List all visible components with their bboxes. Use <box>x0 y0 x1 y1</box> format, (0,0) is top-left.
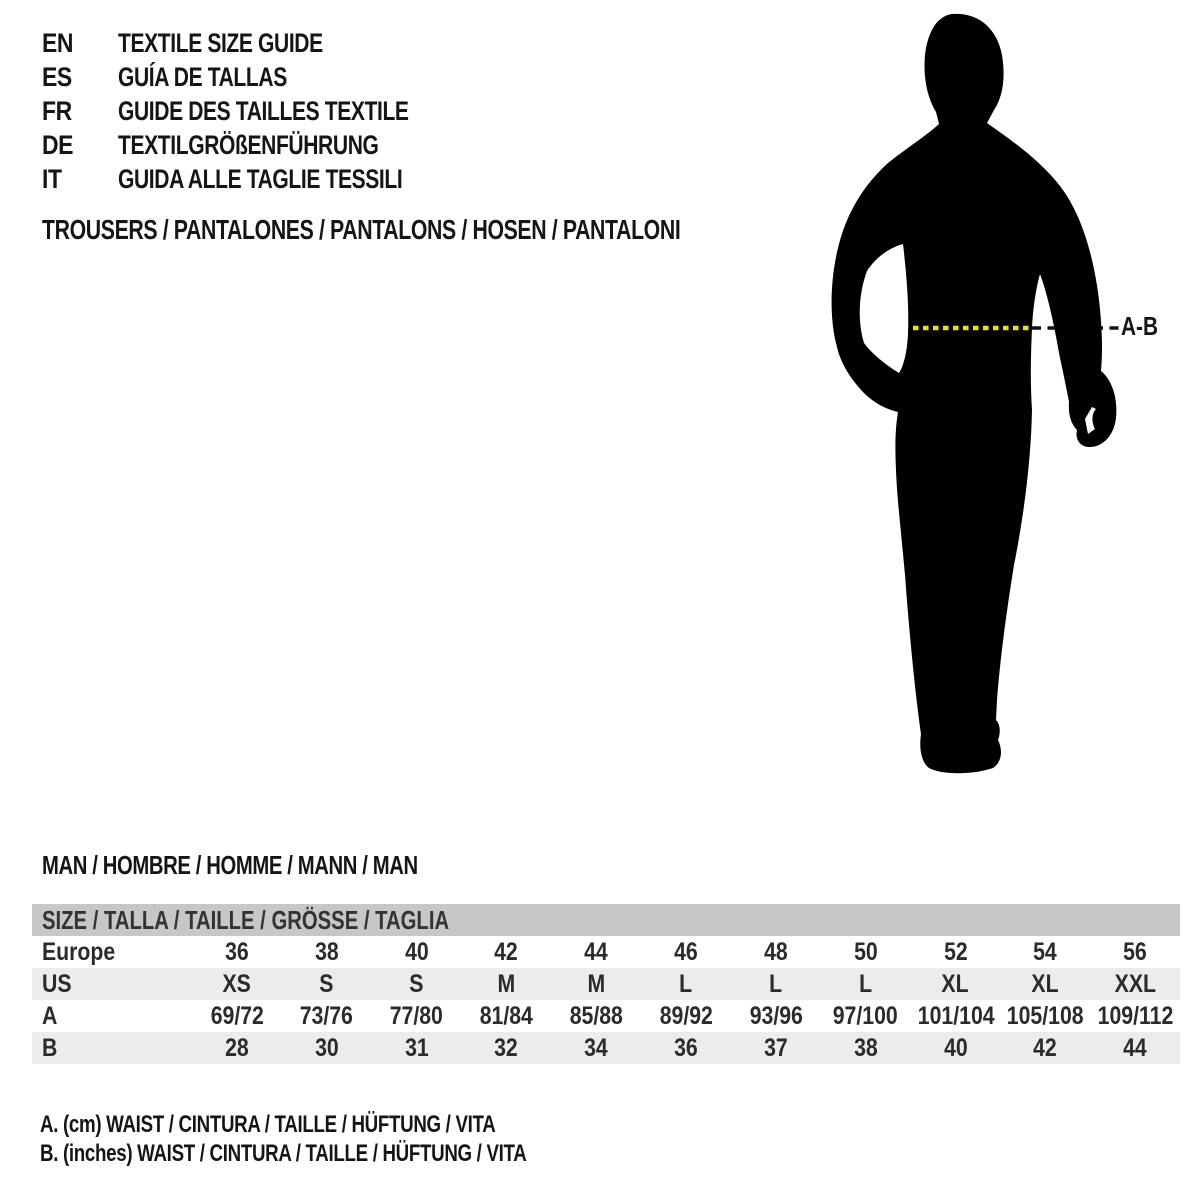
guide-title-it: GUIDA ALLE TAGLIE TESSILI <box>118 163 403 194</box>
table-cell: 56 <box>1123 937 1147 966</box>
language-row-it <box>42 162 491 196</box>
language-row-es <box>42 60 491 94</box>
language-row-en <box>42 26 491 60</box>
language-code: ES <box>42 61 72 92</box>
language-code: EN <box>42 27 74 58</box>
table-cell: S <box>282 968 372 1000</box>
table-cell: 97/100 <box>833 1001 899 1030</box>
table-cell: 105/108 <box>1007 1001 1084 1030</box>
table-cell: XXL <box>1090 968 1180 1000</box>
table-cell: 52 <box>943 937 968 966</box>
table-cell: M <box>551 968 641 1000</box>
row-label: B <box>32 1032 192 1064</box>
language-row-de <box>42 128 491 162</box>
table-cell: 73/76 <box>300 1001 354 1030</box>
table-cell: 32 <box>461 1032 551 1064</box>
table-row-us <box>32 968 1180 1000</box>
measurement-footnotes <box>40 1110 664 1168</box>
guide-title-fr: GUIDE DES TAILLES TEXTILE <box>118 95 409 126</box>
language-title-list <box>42 26 491 196</box>
size-table-header: SIZE / TALLA / TAILLE / GRÖSSE / TAGLIA <box>32 904 1180 936</box>
table-cell: 85/88 <box>569 1001 623 1030</box>
table-cell: 89/92 <box>659 1001 713 1030</box>
table-cell: S <box>372 968 462 1000</box>
language-code: FR <box>42 95 72 126</box>
footnote-a-cm: A. (cm) WAIST / CINTURA / TAILLE / HÜFTUNG / VITA <box>40 1111 496 1138</box>
table-cell: 77/80 <box>389 1001 444 1030</box>
armpit-gap-cutout <box>860 244 909 373</box>
table-cell: 40 <box>911 1032 1001 1064</box>
table-cell: XL <box>911 968 1001 1000</box>
table-cell: 93/96 <box>749 1001 803 1030</box>
table-cell: 42 <box>494 937 519 966</box>
table-cell: 38 <box>821 1032 911 1064</box>
table-row-a-cm <box>32 1000 1180 1032</box>
gender-section-title: MAN / HOMBRE / HOMME / MANN / MAN <box>42 850 418 880</box>
table-cell: 44 <box>584 937 608 966</box>
table-cell: 37 <box>731 1032 821 1064</box>
language-code: DE <box>42 129 74 160</box>
size-table-header-row <box>32 904 1180 936</box>
table-cell: L <box>821 968 911 1000</box>
table-cell: 50 <box>853 937 878 966</box>
table-cell: L <box>641 968 731 1000</box>
table-cell: 38 <box>314 937 339 966</box>
table-cell: 109/112 <box>1097 1001 1173 1030</box>
table-cell: 34 <box>551 1032 641 1064</box>
table-cell: XS <box>192 968 282 1000</box>
row-label: US <box>32 968 192 1000</box>
table-cell: 36 <box>225 937 249 966</box>
man-silhouette <box>832 14 1117 773</box>
table-cell: 81/84 <box>479 1001 533 1030</box>
table-cell: 31 <box>372 1032 462 1064</box>
table-cell: 44 <box>1090 1032 1180 1064</box>
table-cell: 30 <box>282 1032 372 1064</box>
table-row-europe <box>32 936 1180 968</box>
table-cell: 69/72 <box>210 1001 264 1030</box>
table-cell: L <box>731 968 821 1000</box>
table-cell: 48 <box>763 937 788 966</box>
measurement-label-ab: A-B <box>1121 311 1158 341</box>
table-cell: 36 <box>641 1032 731 1064</box>
row-label: A <box>42 1001 58 1030</box>
category-title: TROUSERS / PANTALONES / PANTALONS / HOSEN / PANTALONI <box>42 214 681 245</box>
table-cell: 42 <box>1000 1032 1090 1064</box>
language-code: IT <box>42 163 62 194</box>
language-row-fr <box>42 94 491 128</box>
guide-title-de: TEXTILGRÖßENFÜHRUNG <box>118 129 379 160</box>
table-cell: 101/104 <box>917 1001 995 1030</box>
table-cell: XL <box>1000 968 1090 1000</box>
table-cell: 28 <box>192 1032 282 1064</box>
size-table <box>32 904 1180 1064</box>
table-cell: 54 <box>1033 937 1058 966</box>
guide-title-es: GUÍA DE TALLAS <box>118 61 287 92</box>
footnote-b-inches: B. (inches) WAIST / CINTURA / TAILLE / HÜFTUNG / VITA <box>40 1140 527 1167</box>
table-cell: 46 <box>674 937 698 966</box>
row-label: Europe <box>42 937 116 966</box>
guide-title-en: TEXTILE SIZE GUIDE <box>118 27 323 58</box>
fist-notch-cutout <box>1085 407 1096 434</box>
table-cell: M <box>461 968 551 1000</box>
table-row-b-inches <box>32 1032 1180 1064</box>
table-cell: 40 <box>404 937 429 966</box>
